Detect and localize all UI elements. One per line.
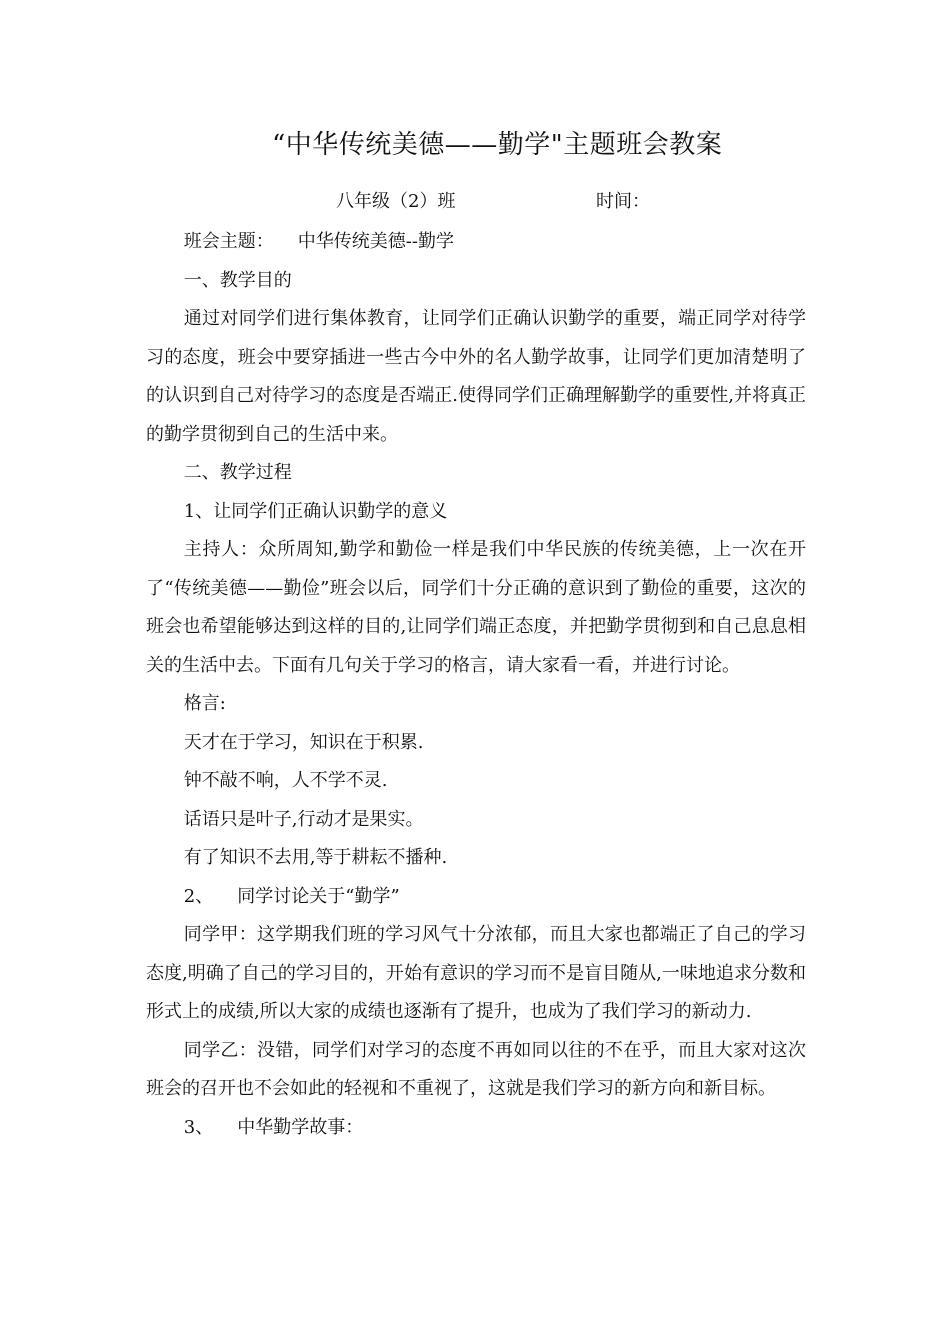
item3-heading bbox=[146, 1109, 806, 1148]
document-title: “中华传统美德——勤学"主题班会教案 bbox=[272, 130, 723, 160]
item3-title: 中华勤学故事： bbox=[237, 1116, 364, 1138]
item1-heading: 1、让同学们正确认识勤学的意义 bbox=[183, 500, 448, 522]
host-paragraph: 主持人：众所周知,勤学和勤俭一样是我们中华民族的传统美德，上一次在开了“传统美德——勤俭”班会以后，同学们十分正确的意识到了勤俭的重要，这次的班会也希望能够达到这样的目的,让同学们端正态度，并把勤学贯彻到和自己息息相关的生活中去。下面有几句关于学习的格言，请大家看一看，并进行讨论。 bbox=[146, 539, 806, 676]
section2-heading: 二、教学过程 bbox=[183, 462, 292, 483]
time-label: 时间： bbox=[596, 191, 650, 212]
section1-heading: 一、教学目的 bbox=[183, 269, 292, 291]
class-name: 八年级（2）班 bbox=[336, 191, 456, 212]
theme-line bbox=[146, 223, 806, 262]
item2-heading bbox=[146, 878, 806, 917]
theme-value: 中华传统美德--勤学 bbox=[297, 231, 454, 252]
item3-number: 3、 bbox=[183, 1116, 214, 1138]
item2-number: 2、 bbox=[183, 885, 214, 907]
proverbs-label: 格言: bbox=[183, 693, 226, 714]
student-a-paragraph: 同学甲：这学期我们班的学习风气十分浓郁，而且大家也都端正了自己的学习态度,明确了自己的学习目的，开始有意识的学习而不是盲目随从,一味地追求分数和形式上的成绩,所以大家的成绩也逐渐有了提升，也成为了我们学习的新动力. bbox=[146, 924, 806, 1022]
document-body bbox=[146, 223, 806, 1147]
student-b-paragraph: 同学乙：没错，同学们对学习的态度不再如同以往的不在乎，而且大家对这次班会的召开也不会如此的轻视和不重视了，这就是我们学习的新方向和新目标。 bbox=[146, 1039, 806, 1099]
item2-title: 同学讨论关于“勤学” bbox=[237, 885, 400, 907]
proverb-item: 天才在于学习，知识在于积累. bbox=[183, 731, 424, 753]
proverb-item: 话语只是叶子,行动才是果实。 bbox=[183, 808, 424, 830]
proverb-item: 有了知识不去用,等于耕耘不播种. bbox=[183, 847, 448, 868]
theme-label: 班会主题： bbox=[183, 231, 274, 252]
proverb-item: 钟不敲不响，人不学不灵. bbox=[183, 770, 388, 791]
section1-paragraph: 通过对同学们进行集体教育，让同学们正确认识勤学的重要，端正同学对待学习的态度，班会中要穿插进一些古今中外的名人勤学故事，让同学们更加清楚明了的认识到自己对待学习的态度是否端正.使得同学们正确理解勤学的重要性,并将真正的勤学贯彻到自己的生活中来。 bbox=[146, 308, 806, 445]
